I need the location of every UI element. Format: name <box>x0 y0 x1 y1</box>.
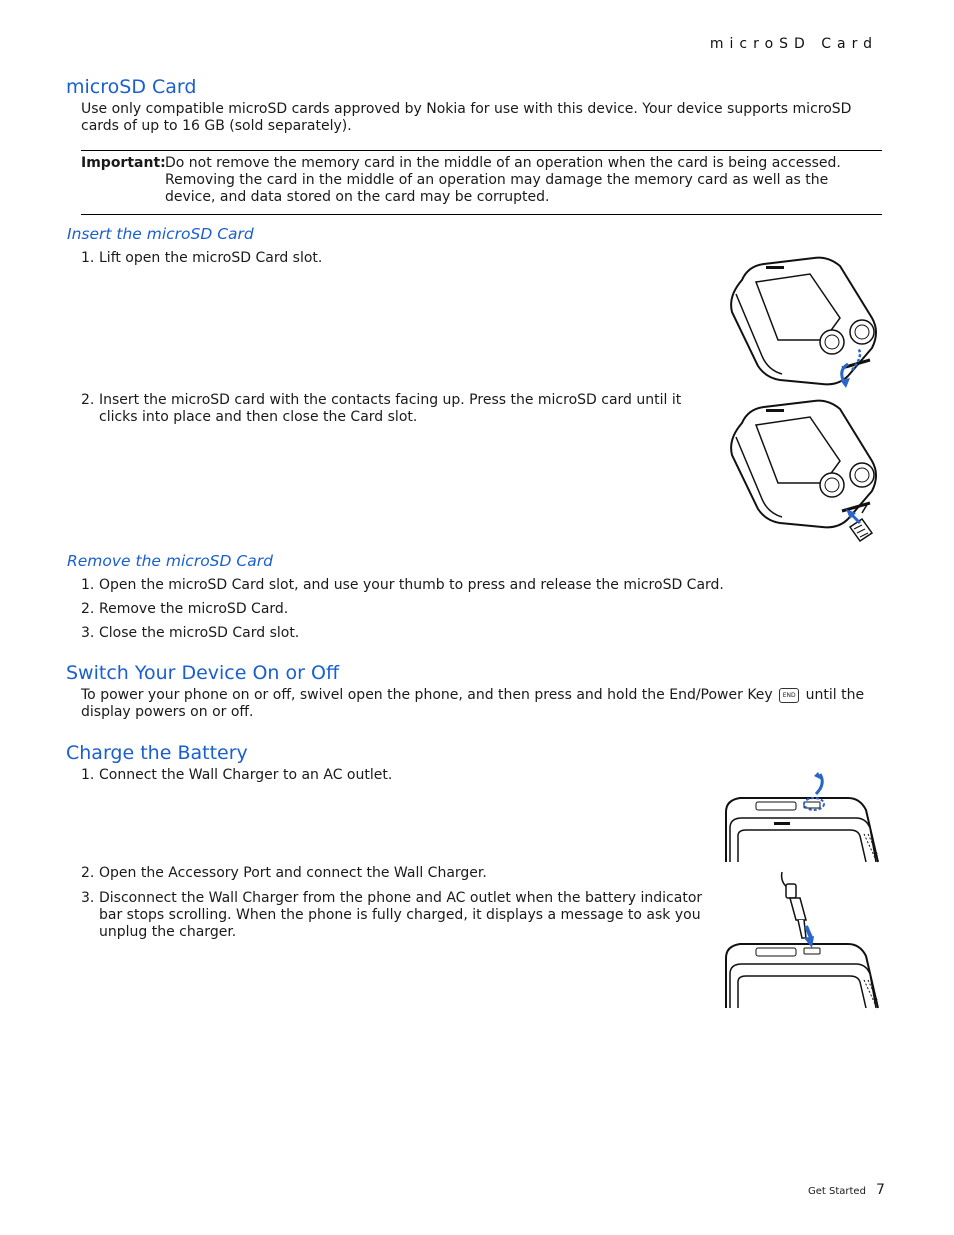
microsd-intro: Use only compatible microSD cards approved by Nokia for use with this device. Your device supports microSD cards of up to 16 GB (sold separately). <box>81 101 852 134</box>
charge-step-2-text: Open the Accessory Port and connect the Wall Charger. <box>99 865 487 881</box>
remove-heading: Remove the microSD Card <box>67 552 273 570</box>
charge-step-3-text: Disconnect the Wall Charger from the phone and AC outlet when the battery indicator bar stops scrolling. When the phone is fully charged, it displays a message to ask you unplug the charger. <box>99 890 703 940</box>
important-text: Do not remove the memory card in the middle of an operation when the card is being accessed. Removing the card in the middle of an operation may damage the memory card as well as the device, and data stored on the card may be corrupted. <box>165 155 841 205</box>
charge-step-2-number: 2. <box>81 865 95 881</box>
remove-step-1 <box>81 577 881 594</box>
remove-step-3 <box>81 625 881 642</box>
remove-step-1-number: 1. <box>81 577 95 593</box>
charge-step-3-number: 3. <box>81 890 95 906</box>
remove-step-2 <box>81 601 881 618</box>
charge-step-1-text: Connect the Wall Charger to an AC outlet. <box>99 767 393 783</box>
footer-section-title: Get Started <box>808 1186 866 1197</box>
important-label: Important: <box>81 155 166 171</box>
insert-step-2 <box>81 392 691 426</box>
phone-card-insert-illustration <box>722 395 884 545</box>
remove-step-1-text: Open the microSD Card slot, and use your thumb to press and release the microSD Card. <box>99 577 724 593</box>
running-header: microSD Card <box>709 36 878 52</box>
accessory-port-open-illustration <box>720 772 882 864</box>
microsd-heading: microSD Card <box>66 76 197 98</box>
insert-step-2-text: Insert the microSD card with the contacts facing up. Press the microSD card until it clicks into place and then close the Card slot. <box>99 392 682 425</box>
switch-text-before: To power your phone on or off, swivel open the phone, and then press and hold the End/Power Key <box>81 687 773 703</box>
connect-charger-illustration <box>720 868 882 1010</box>
remove-step-2-number: 2. <box>81 601 95 617</box>
remove-step-2-text: Remove the microSD Card. <box>99 601 289 617</box>
insert-step-1 <box>81 250 701 267</box>
insert-step-2-number: 2. <box>81 392 95 408</box>
switch-text-after: until the display powers on or off. <box>81 687 865 720</box>
remove-step-3-text: Close the microSD Card slot. <box>99 625 300 641</box>
remove-step-3-number: 3. <box>81 625 95 641</box>
page-number: 7 <box>876 1182 885 1198</box>
charge-step-1-number: 1. <box>81 767 95 783</box>
charge-step-2 <box>81 865 701 882</box>
phone-slot-open-illustration <box>722 252 884 388</box>
important-note <box>81 155 881 206</box>
insert-heading: Insert the microSD Card <box>67 225 254 243</box>
switch-heading: Switch Your Device On or Off <box>66 662 340 684</box>
end-key-label: END <box>782 691 796 699</box>
charge-step-1 <box>81 767 701 784</box>
charge-step-3 <box>81 890 709 941</box>
switch-text <box>81 687 881 721</box>
end-power-key-icon <box>779 688 799 703</box>
insert-step-1-number: 1. <box>81 250 95 266</box>
charge-heading: Charge the Battery <box>66 742 248 764</box>
important-top-rule <box>81 150 882 151</box>
important-bottom-rule <box>81 214 882 215</box>
insert-step-1-text: Lift open the microSD Card slot. <box>99 250 323 266</box>
